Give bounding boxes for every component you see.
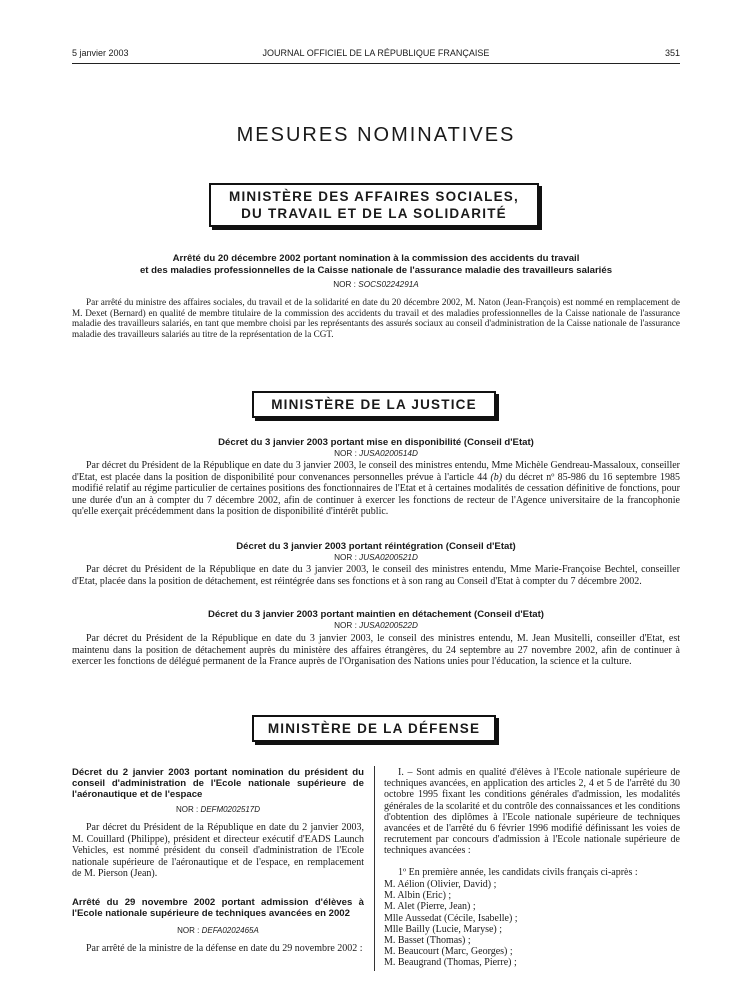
arrete-social-body: Par arrêté du ministre des affaires sociales, du travail et de la solidarité en date du 20 décembre 2002, M. Naton (Jean-François) est nommé en remplacement de M. Dexet (Bernard) en qualité de membre titulaire de la commission des accidents du travail et des maladies professionnelles de la Caisse nationale de l'assurance maladie des travailleurs salariés, en tant que membre choisi par les représentants des assurés sociaux au conseil d'administration de la Caisse nationale de l'assurance maladie des travailleurs salariés au titre de la représentation de la CGT.	[72, 297, 680, 339]
candidate-list	[384, 879, 680, 969]
ministry-social-box	[209, 183, 539, 227]
nor-code: JUSA0200522D	[359, 621, 418, 630]
list-item: M. Alet (Pierre, Jean) ;	[384, 901, 476, 913]
nor-label: NOR :	[334, 553, 357, 562]
decret-disponibilite-nor	[72, 449, 680, 458]
decret-ensae-title: Décret du 2 janvier 2003 portant nomination du président du conseil d'administration de l'Ecole nationale supérieure de l'aéronautique et de l'espace	[72, 767, 364, 800]
header-journal-title: JOURNAL OFFICIEL DE LA RÉPUBLIQUE FRANÇAISE	[262, 48, 490, 58]
decret-reintegration-title: Décret du 3 janvier 2003 portant réintégration (Conseil d'Etat)	[236, 541, 516, 552]
list-item: M. Basset (Thomas) ;	[384, 935, 471, 947]
list-item: M. Albin (Eric) ;	[384, 890, 452, 902]
ministry-defense-box: MINISTÈRE DE LA DÉFENSE	[252, 715, 496, 742]
arrete-social-title-line2: et des maladies professionnelles de la Caisse nationale de l'assurance maladie des travailleurs salariés	[139, 265, 613, 276]
ministry-social-line2: DU TRAVAIL ET DE LA SOLIDARITÉ	[241, 206, 507, 221]
nor-label: NOR :	[334, 621, 357, 630]
list-item: Mlle Aussedat (Cécile, Isabelle) ;	[384, 912, 518, 924]
defense-right-column	[384, 767, 680, 977]
arrete-ensta-nor	[72, 926, 364, 935]
nor-label: NOR :	[177, 926, 200, 935]
nor-code: JUSA0200514D	[359, 449, 418, 458]
decret-reintegration-nor	[72, 553, 680, 562]
list-item: M. Beaucourt (Marc, Georges) ;	[384, 946, 513, 958]
header-date: 5 janvier 2003	[72, 48, 129, 58]
decret-disponibilite-title: Décret du 3 janvier 2003 portant mise en disponibilité (Conseil d'Etat)	[218, 437, 534, 448]
arrete-ensta-title: Arrêté du 29 novembre 2002 portant admission d'élèves à l'Ecole nationale supérieure de techniques avancées en 2002	[72, 897, 364, 919]
section-title: MESURES NOMINATIVES	[236, 124, 516, 146]
decret-ensae-body: Par décret du Président de la République en date du 2 janvier 2003, M. Couillard (Philippe), président et directeur exécutif d'EADS Launch Vehicles, est nommé président du conseil d'administration de l'Ecole nationale supérieure de l'aéronautique et de l'espace, en remplacement de M. Pierson (Jean).	[72, 822, 364, 880]
list-item: Mlle Bailly (Lucie, Maryse) ;	[384, 923, 503, 935]
running-header	[72, 48, 680, 62]
arrete-social-title-line1: Arrêté du 20 décembre 2002 portant nomination à la commission des accidents du travail	[172, 253, 580, 264]
header-rule	[72, 63, 680, 64]
nor-label: NOR :	[333, 280, 356, 289]
admission-paragraph: I. – Sont admis en qualité d'élèves à l'Ecole nationale supérieure de techniques avancées, en application des articles 2, 4 et 5 de l'arrêté du 30 octobre 1995 fixant les conditions générales d'admission, les modalités générales de la scolarité et du contrôle des connaissances et les conditions d'obtention des diplômes à l'Ecole nationale supérieure de techniques avancées et de l'arrêté du 6 février 1996 modifié définissant les voies de recrutement par concours d'admission à l'Ecole nationale supérieure de techniques avancées :	[384, 767, 680, 857]
decret-ensae-nor	[72, 805, 364, 814]
arrete-ensta-body: Par arrêté de la ministre de la défense en date du 29 novembre 2002 :	[86, 943, 363, 954]
first-year-paragraph: 1º En première année, les candidats civils français ci-après :	[398, 867, 638, 878]
list-item: M. Aélion (Olivier, David) ;	[384, 879, 497, 890]
column-divider	[374, 766, 375, 971]
nor-code: DEFM0202517D	[200, 805, 261, 814]
nor-code: JUSA0200521D	[359, 553, 418, 562]
decret-reintegration-body: Par décret du Président de la République en date du 3 janvier 2003, le conseil des ministres entendu, Mme Marie-Françoise Bechtel, conseiller d'Etat, placée dans la position de détachement, est réintégrée dans ses fonctions et à son rang au Conseil d'Etat à compter du 7 décembre 2002.	[72, 564, 680, 587]
ministry-social-line1: MINISTÈRE DES AFFAIRES SOCIALES,	[229, 189, 519, 204]
ministry-justice-box: MINISTÈRE DE LA JUSTICE	[252, 391, 496, 418]
decret-detachement-title: Décret du 3 janvier 2003 portant maintien en détachement (Conseil d'Etat)	[207, 609, 544, 620]
nor-label: NOR :	[175, 805, 199, 814]
decret-disponibilite-body: Par décret du Président de la République en date du 3 janvier 2003, le conseil des ministres entendu, Mme Michèle Gendreau-Massaloux, conseiller d'Etat, est placée dans la position de disponibilité pour convenances personnelles prévue à l'article 44 (b) du décret nº 85-986 du 16 septembre 1985 modifié relatif au régime particulier de certaines positions des fonctionnaires de l'Etat et à certaines modalités de cessation définitive de fonctions, pour une durée d'un an à compter du 7 décembre 2002, afin de continuer à exercer les fonctions de recteur de l'Agence universitaire de la francophonie qu'elle exerçait précédemment dans la position de disponibilité d'intérêt public.	[72, 460, 680, 518]
defense-left-column	[72, 767, 364, 977]
nor-code: SOCS0224291A	[358, 280, 419, 289]
nor-code: DEFA0202465A	[201, 926, 259, 935]
nor-label: NOR :	[334, 449, 357, 458]
list-item: M. Beaugrand (Thomas, Pierre) ;	[384, 957, 517, 969]
header-page-number: 351	[664, 48, 680, 58]
decret-detachement-body: Par décret du Président de la République en date du 3 janvier 2003, le conseil des ministres entendu, M. Jean Musitelli, conseiller d'Etat, est maintenu dans la position de détachement auprès du ministère des affaires étrangères, du 24 septembre au 27 novembre 2002, afin de continuer à exercer les fonctions de délégué permanent de la France auprès de l'Organisation des Nations unies pour l'éducation, la science et la culture.	[72, 633, 680, 668]
decret-detachement-nor	[72, 621, 680, 630]
arrete-social-nor	[72, 280, 680, 289]
